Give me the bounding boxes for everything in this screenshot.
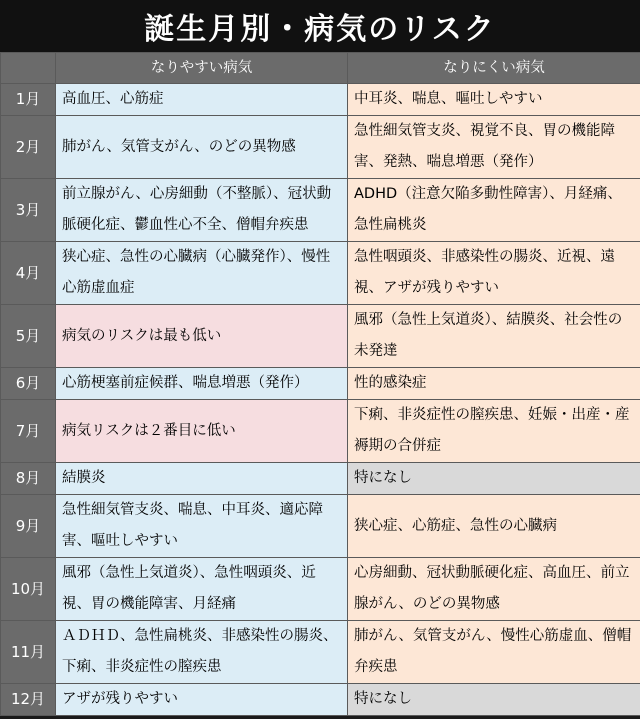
- unlikely-cell: 性的感染症: [348, 368, 640, 400]
- likely-cell: 病気のリスクは最も低い: [56, 305, 348, 368]
- unlikely-cell: 急性細気管支炎、視覚不良、胃の機能障害、発熱、喘息増悪（発作）: [348, 116, 640, 179]
- unlikely-cell: 肺がん、気管支がん、慢性心筋虚血、僧帽弁疾患: [348, 621, 640, 684]
- likely-cell: 前立腺がん、心房細動（不整脈）、冠状動脈硬化症、鬱血性心不全、僧帽弁疾患: [56, 179, 348, 242]
- likely-cell: 急性細気管支炎、喘息、中耳炎、適応障害、嘔吐しやすい: [56, 495, 348, 558]
- table-row: [1, 179, 640, 242]
- table-row: [1, 368, 640, 400]
- risk-table: [0, 52, 640, 716]
- header-corner: [1, 53, 56, 84]
- table-row: [1, 116, 640, 179]
- likely-cell: 狭心症、急性の心臓病（心臓発作）、慢性心筋虚血症: [56, 242, 348, 305]
- likely-cell: 病気リスクは２番目に低い: [56, 400, 348, 463]
- table-row: [1, 84, 640, 116]
- likely-cell: 高血圧、心筋症: [56, 84, 348, 116]
- unlikely-cell: 下痢、非炎症性の膣疾患、妊娠・出産・産褥期の合併症: [348, 400, 640, 463]
- likely-cell: 風邪（急性上気道炎）、急性咽頭炎、近視、胃の機能障害、月経痛: [56, 558, 348, 621]
- table-row: [1, 621, 640, 684]
- month-cell: 6月: [1, 368, 56, 400]
- likely-cell: 肺がん、気管支がん、のどの異物感: [56, 116, 348, 179]
- page-title: 誕生月別・病気のリスク: [0, 0, 640, 52]
- unlikely-cell: 急性咽頭炎、非感染性の腸炎、近視、遠視、アザが残りやすい: [348, 242, 640, 305]
- header-unlikely: なりにくい病気: [348, 53, 640, 84]
- month-cell: 9月: [1, 495, 56, 558]
- unlikely-cell: 心房細動、冠状動脈硬化症、高血圧、前立腺がん、のどの異物感: [348, 558, 640, 621]
- month-cell: 11月: [1, 621, 56, 684]
- unlikely-cell: ADHD（注意欠陥多動性障害）、月経痛、急性扁桃炎: [348, 179, 640, 242]
- unlikely-cell: 狭心症、心筋症、急性の心臓病: [348, 495, 640, 558]
- likely-cell: ＡＤＨＤ、急性扁桃炎、非感染性の腸炎、下痢、非炎症性の膣疾患: [56, 621, 348, 684]
- month-cell: 12月: [1, 684, 56, 716]
- unlikely-cell: 特になし: [348, 463, 640, 495]
- table-row: [1, 400, 640, 463]
- month-cell: 1月: [1, 84, 56, 116]
- table-row: [1, 684, 640, 716]
- likely-cell: アザが残りやすい: [56, 684, 348, 716]
- likely-cell: 心筋梗塞前症候群、喘息増悪（発作）: [56, 368, 348, 400]
- table-row: [1, 495, 640, 558]
- month-cell: 10月: [1, 558, 56, 621]
- table-row: [1, 558, 640, 621]
- unlikely-cell: 風邪（急性上気道炎）、結膜炎、社会性の未発達: [348, 305, 640, 368]
- table-row: [1, 242, 640, 305]
- unlikely-cell: 特になし: [348, 684, 640, 716]
- month-cell: 2月: [1, 116, 56, 179]
- table-row: [1, 463, 640, 495]
- likely-cell: 結膜炎: [56, 463, 348, 495]
- month-cell: 5月: [1, 305, 56, 368]
- table-row: [1, 305, 640, 368]
- table-header-row: [1, 53, 640, 84]
- header-likely: なりやすい病気: [56, 53, 348, 84]
- month-cell: 8月: [1, 463, 56, 495]
- month-cell: 3月: [1, 179, 56, 242]
- month-cell: 7月: [1, 400, 56, 463]
- month-cell: 4月: [1, 242, 56, 305]
- unlikely-cell: 中耳炎、喘息、嘔吐しやすい: [348, 84, 640, 116]
